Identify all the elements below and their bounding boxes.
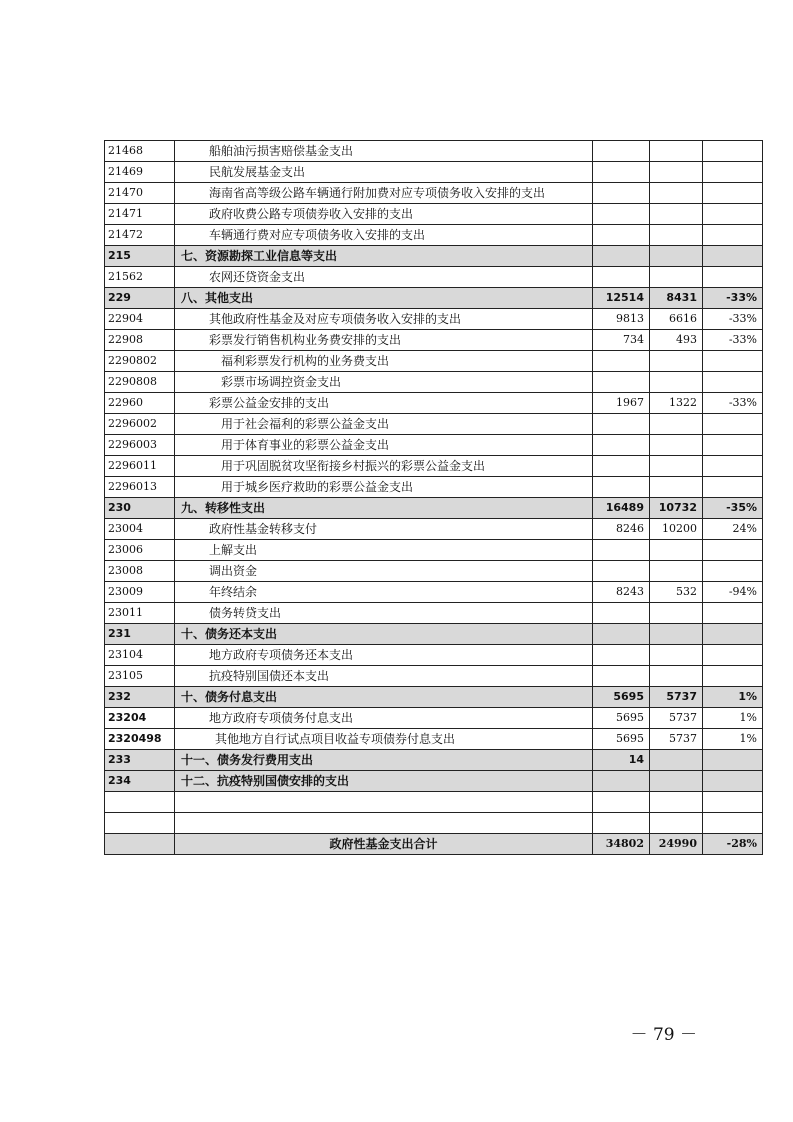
table-row bbox=[105, 435, 763, 456]
row-code bbox=[105, 792, 175, 813]
row-value-2: 5737 bbox=[650, 729, 703, 750]
row-value-1 bbox=[593, 414, 650, 435]
row-value-1: 5695 bbox=[593, 708, 650, 729]
row-name: 十二、抗疫特别国债安排的支出 bbox=[175, 771, 593, 792]
row-value-2: 1322 bbox=[650, 393, 703, 414]
row-value-1 bbox=[593, 624, 650, 645]
row-name: 九、转移性支出 bbox=[175, 498, 593, 519]
row-code: 2296011 bbox=[105, 456, 175, 477]
row-value-1: 12514 bbox=[593, 288, 650, 309]
row-change bbox=[703, 645, 763, 666]
row-value-1 bbox=[593, 246, 650, 267]
row-name: 其他政府性基金及对应专项债务收入安排的支出 bbox=[175, 309, 593, 330]
row-change bbox=[703, 162, 763, 183]
total-label: 政府性基金支出合计 bbox=[175, 834, 593, 855]
row-code: 21469 bbox=[105, 162, 175, 183]
row-change bbox=[703, 792, 763, 813]
row-value-1: 14 bbox=[593, 750, 650, 771]
table-row bbox=[105, 393, 763, 414]
row-value-2 bbox=[650, 414, 703, 435]
row-value-2 bbox=[650, 351, 703, 372]
row-value-2 bbox=[650, 561, 703, 582]
row-value-1 bbox=[593, 141, 650, 162]
row-value-2 bbox=[650, 435, 703, 456]
total-code-cell bbox=[105, 834, 175, 855]
row-value-1: 16489 bbox=[593, 498, 650, 519]
row-change: 24% bbox=[703, 519, 763, 540]
row-code: 2296002 bbox=[105, 414, 175, 435]
category-row bbox=[105, 498, 763, 519]
row-value-1 bbox=[593, 225, 650, 246]
row-value-2: 5737 bbox=[650, 687, 703, 708]
row-code: 229 bbox=[105, 288, 175, 309]
category-row bbox=[105, 288, 763, 309]
row-code: 231 bbox=[105, 624, 175, 645]
row-value-1 bbox=[593, 204, 650, 225]
row-change: -33% bbox=[703, 330, 763, 351]
row-value-2 bbox=[650, 477, 703, 498]
row-value-2 bbox=[650, 162, 703, 183]
row-name: 七、资源勘探工业信息等支出 bbox=[175, 246, 593, 267]
row-name: 用于城乡医疗救助的彩票公益金支出 bbox=[175, 477, 593, 498]
row-value-2: 10200 bbox=[650, 519, 703, 540]
row-name: 地方政府专项债务还本支出 bbox=[175, 645, 593, 666]
table-row bbox=[105, 561, 763, 582]
row-change bbox=[703, 771, 763, 792]
row-code: 2320498 bbox=[105, 729, 175, 750]
row-code: 21472 bbox=[105, 225, 175, 246]
row-change: 1% bbox=[703, 687, 763, 708]
row-code: 23004 bbox=[105, 519, 175, 540]
row-value-1 bbox=[593, 771, 650, 792]
row-change bbox=[703, 813, 763, 834]
row-value-1: 5695 bbox=[593, 687, 650, 708]
row-value-2: 10732 bbox=[650, 498, 703, 519]
row-value-1 bbox=[593, 666, 650, 687]
row-change bbox=[703, 246, 763, 267]
row-name: 年终结余 bbox=[175, 582, 593, 603]
row-name: 福利彩票发行机构的业务费支出 bbox=[175, 351, 593, 372]
table-row bbox=[105, 582, 763, 603]
row-code: 23011 bbox=[105, 603, 175, 624]
row-value-2 bbox=[650, 456, 703, 477]
row-value-1 bbox=[593, 645, 650, 666]
row-value-1 bbox=[593, 792, 650, 813]
row-value-2: 493 bbox=[650, 330, 703, 351]
row-code: 234 bbox=[105, 771, 175, 792]
total-value-1: 34802 bbox=[593, 834, 650, 855]
row-name: 调出资金 bbox=[175, 561, 593, 582]
row-name: 八、其他支出 bbox=[175, 288, 593, 309]
row-value-2 bbox=[650, 750, 703, 771]
category-row bbox=[105, 687, 763, 708]
row-value-2 bbox=[650, 246, 703, 267]
row-name: 十、债务付息支出 bbox=[175, 687, 593, 708]
row-code: 22904 bbox=[105, 309, 175, 330]
table-row bbox=[105, 519, 763, 540]
row-change bbox=[703, 414, 763, 435]
row-code: 22960 bbox=[105, 393, 175, 414]
row-code: 21468 bbox=[105, 141, 175, 162]
row-name: 彩票市场调控资金支出 bbox=[175, 372, 593, 393]
row-value-1 bbox=[593, 456, 650, 477]
row-code: 21471 bbox=[105, 204, 175, 225]
row-value-2 bbox=[650, 624, 703, 645]
row-value-2 bbox=[650, 540, 703, 561]
row-code bbox=[105, 813, 175, 834]
row-code: 2290808 bbox=[105, 372, 175, 393]
row-change bbox=[703, 603, 763, 624]
row-change bbox=[703, 435, 763, 456]
table-row bbox=[105, 729, 763, 750]
row-change: -35% bbox=[703, 498, 763, 519]
row-value-1: 8243 bbox=[593, 582, 650, 603]
row-value-1: 1967 bbox=[593, 393, 650, 414]
row-value-2 bbox=[650, 771, 703, 792]
row-value-1: 9813 bbox=[593, 309, 650, 330]
total-value-2: 24990 bbox=[650, 834, 703, 855]
row-value-2 bbox=[650, 183, 703, 204]
category-row bbox=[105, 624, 763, 645]
row-name: 上解支出 bbox=[175, 540, 593, 561]
row-value-1 bbox=[593, 540, 650, 561]
row-change bbox=[703, 183, 763, 204]
budget-table-container bbox=[104, 140, 762, 855]
table-row bbox=[105, 477, 763, 498]
row-value-1 bbox=[593, 162, 650, 183]
table-row bbox=[105, 225, 763, 246]
row-code: 23006 bbox=[105, 540, 175, 561]
page-number-container bbox=[0, 1020, 793, 1045]
row-value-1 bbox=[593, 183, 650, 204]
table-row bbox=[105, 183, 763, 204]
category-row bbox=[105, 246, 763, 267]
row-name: 船舶油污损害赔偿基金支出 bbox=[175, 141, 593, 162]
table-row bbox=[105, 645, 763, 666]
table-row bbox=[105, 141, 763, 162]
row-code: 21562 bbox=[105, 267, 175, 288]
row-value-1 bbox=[593, 477, 650, 498]
row-change bbox=[703, 225, 763, 246]
row-name: 十、债务还本支出 bbox=[175, 624, 593, 645]
table-row bbox=[105, 666, 763, 687]
row-value-1: 5695 bbox=[593, 729, 650, 750]
row-value-2 bbox=[650, 645, 703, 666]
row-name bbox=[175, 792, 593, 813]
total-row bbox=[105, 834, 763, 855]
row-change bbox=[703, 351, 763, 372]
table-row bbox=[105, 267, 763, 288]
row-value-2 bbox=[650, 141, 703, 162]
blank-row bbox=[105, 813, 763, 834]
row-change bbox=[703, 204, 763, 225]
row-value-2 bbox=[650, 666, 703, 687]
row-value-1 bbox=[593, 351, 650, 372]
row-change bbox=[703, 540, 763, 561]
row-change: -33% bbox=[703, 393, 763, 414]
total-change: -28% bbox=[703, 834, 763, 855]
row-value-1 bbox=[593, 561, 650, 582]
row-code: 2290802 bbox=[105, 351, 175, 372]
row-name: 地方政府专项债务付息支出 bbox=[175, 708, 593, 729]
row-value-2 bbox=[650, 372, 703, 393]
row-value-1 bbox=[593, 435, 650, 456]
row-code: 230 bbox=[105, 498, 175, 519]
row-value-2 bbox=[650, 267, 703, 288]
row-change: -33% bbox=[703, 288, 763, 309]
row-name: 抗疫特别国债还本支出 bbox=[175, 666, 593, 687]
row-value-2 bbox=[650, 603, 703, 624]
table-row bbox=[105, 603, 763, 624]
table-row bbox=[105, 204, 763, 225]
row-code: 23104 bbox=[105, 645, 175, 666]
row-value-1: 734 bbox=[593, 330, 650, 351]
row-change bbox=[703, 141, 763, 162]
table-row bbox=[105, 540, 763, 561]
row-change bbox=[703, 561, 763, 582]
row-name: 用于巩固脱贫攻坚衔接乡村振兴的彩票公益金支出 bbox=[175, 456, 593, 477]
row-name: 政府收费公路专项债券收入安排的支出 bbox=[175, 204, 593, 225]
row-value-1 bbox=[593, 267, 650, 288]
row-code: 21470 bbox=[105, 183, 175, 204]
row-change bbox=[703, 456, 763, 477]
row-name: 用于体育事业的彩票公益金支出 bbox=[175, 435, 593, 456]
table-row bbox=[105, 456, 763, 477]
row-change bbox=[703, 750, 763, 771]
row-code: 23008 bbox=[105, 561, 175, 582]
row-change bbox=[703, 477, 763, 498]
page-number: － 79 － bbox=[630, 1025, 697, 1045]
row-value-2: 532 bbox=[650, 582, 703, 603]
row-name: 债务转贷支出 bbox=[175, 603, 593, 624]
table-row bbox=[105, 708, 763, 729]
table-row bbox=[105, 372, 763, 393]
table-row bbox=[105, 351, 763, 372]
row-change: -94% bbox=[703, 582, 763, 603]
row-code: 22908 bbox=[105, 330, 175, 351]
row-change: -33% bbox=[703, 309, 763, 330]
row-value-1 bbox=[593, 603, 650, 624]
row-code: 233 bbox=[105, 750, 175, 771]
row-value-1 bbox=[593, 813, 650, 834]
row-name: 其他地方自行试点项目收益专项债券付息支出 bbox=[175, 729, 593, 750]
row-change bbox=[703, 267, 763, 288]
row-name: 民航发展基金支出 bbox=[175, 162, 593, 183]
row-change: 1% bbox=[703, 708, 763, 729]
table-row bbox=[105, 309, 763, 330]
row-code: 23009 bbox=[105, 582, 175, 603]
row-name: 政府性基金转移支付 bbox=[175, 519, 593, 540]
row-name: 车辆通行费对应专项债务收入安排的支出 bbox=[175, 225, 593, 246]
row-value-2 bbox=[650, 813, 703, 834]
row-name: 用于社会福利的彩票公益金支出 bbox=[175, 414, 593, 435]
row-change: 1% bbox=[703, 729, 763, 750]
category-row bbox=[105, 771, 763, 792]
row-code: 215 bbox=[105, 246, 175, 267]
row-value-1: 8246 bbox=[593, 519, 650, 540]
row-value-2: 5737 bbox=[650, 708, 703, 729]
table-row bbox=[105, 162, 763, 183]
row-change bbox=[703, 372, 763, 393]
row-value-2: 6616 bbox=[650, 309, 703, 330]
row-code: 23105 bbox=[105, 666, 175, 687]
row-value-1 bbox=[593, 372, 650, 393]
row-value-2: 8431 bbox=[650, 288, 703, 309]
row-name: 十一、债务发行费用支出 bbox=[175, 750, 593, 771]
row-code: 2296003 bbox=[105, 435, 175, 456]
row-name: 彩票发行销售机构业务费安排的支出 bbox=[175, 330, 593, 351]
table-row bbox=[105, 414, 763, 435]
row-name: 农网还贷资金支出 bbox=[175, 267, 593, 288]
row-change bbox=[703, 666, 763, 687]
row-value-2 bbox=[650, 225, 703, 246]
row-name bbox=[175, 813, 593, 834]
budget-expenditure-table bbox=[104, 140, 763, 855]
row-value-2 bbox=[650, 792, 703, 813]
row-code: 232 bbox=[105, 687, 175, 708]
category-row bbox=[105, 750, 763, 771]
table-row bbox=[105, 330, 763, 351]
row-value-2 bbox=[650, 204, 703, 225]
row-change bbox=[703, 624, 763, 645]
row-code: 2296013 bbox=[105, 477, 175, 498]
row-name: 彩票公益金安排的支出 bbox=[175, 393, 593, 414]
row-name: 海南省高等级公路车辆通行附加费对应专项债务收入安排的支出 bbox=[175, 183, 593, 204]
row-code: 23204 bbox=[105, 708, 175, 729]
blank-row bbox=[105, 792, 763, 813]
